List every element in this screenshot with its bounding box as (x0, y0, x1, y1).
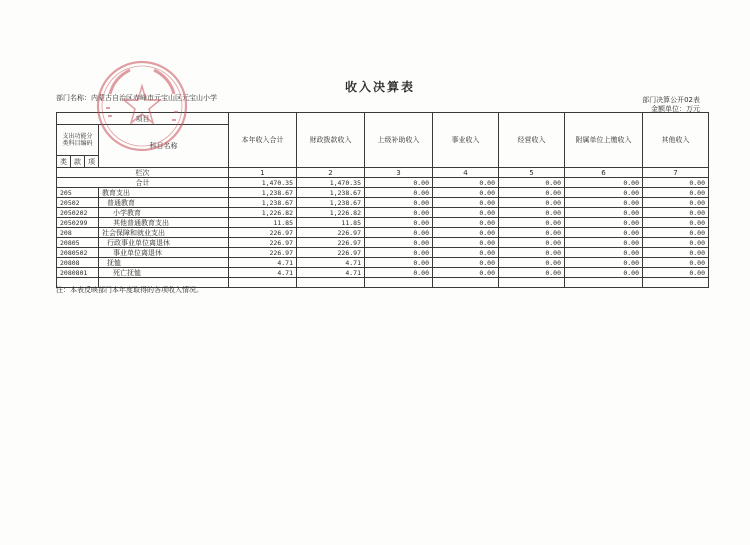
subject-name-cell: 小学教育 (99, 208, 229, 218)
amount-cell: 0.00 (365, 208, 433, 218)
total-cell: 1,470.35 (297, 178, 365, 188)
col-number: 6 (565, 168, 643, 178)
subject-name-cell: 普通教育 (99, 198, 229, 208)
amount-cell: 0.00 (433, 198, 499, 208)
amount-cell: 0.00 (433, 228, 499, 238)
col-number: 5 (499, 168, 565, 178)
amount-cell: 226.97 (297, 238, 365, 248)
amount-cell: 0.00 (499, 218, 565, 228)
amount-unit: 金额单位：万元 (651, 105, 700, 113)
amount-cell: 1,226.82 (297, 208, 365, 218)
amount-cell: 0.00 (365, 258, 433, 268)
function-code-cell: 208 (57, 228, 99, 238)
amount-cell: 4.71 (229, 258, 297, 268)
amount-cell: 0.00 (565, 218, 643, 228)
table-row (57, 218, 709, 228)
amount-cell: 0.00 (643, 268, 709, 278)
amount-cell: 0.00 (643, 228, 709, 238)
amount-cell: 0.00 (365, 268, 433, 278)
subject-name-cell: 其他普通教育支出 (99, 218, 229, 228)
amount-cell: 0.00 (565, 268, 643, 278)
amount-cell: 0.00 (433, 188, 499, 198)
function-code-cell: 2050202 (57, 208, 99, 218)
table-body (57, 188, 709, 278)
amount-cell: 0.00 (499, 198, 565, 208)
amount-cell: 226.97 (229, 238, 297, 248)
col-header-6: 附属单位上缴收入 (565, 113, 643, 168)
col-header-4: 事业收入 (433, 113, 499, 168)
total-cell: 0.00 (433, 178, 499, 188)
amount-cell: 0.00 (499, 188, 565, 198)
amount-cell: 0.00 (365, 228, 433, 238)
total-row (57, 178, 709, 188)
kuan-header: 款 (71, 156, 85, 168)
function-code-cell: 2080502 (57, 248, 99, 258)
amount-cell: 0.00 (643, 218, 709, 228)
function-code-cell: 2080801 (57, 268, 99, 278)
amount-cell: 0.00 (565, 228, 643, 238)
xiang-header: 项 (85, 156, 99, 168)
total-cell: 0.00 (365, 178, 433, 188)
table-row (57, 258, 709, 268)
amount-cell: 0.00 (499, 208, 565, 218)
amount-cell: 0.00 (643, 198, 709, 208)
amount-cell: 0.00 (565, 188, 643, 198)
subject-name-cell: 教育支出 (99, 188, 229, 198)
function-code-cell: 20502 (57, 198, 99, 208)
footnote: 注：本表反映部门本年度取得的各项收入情况。 (56, 286, 203, 294)
subject-name-cell: 死亡抚恤 (99, 268, 229, 278)
amount-cell: 0.00 (365, 248, 433, 258)
table-row (57, 208, 709, 218)
amount-cell: 1,226.82 (229, 208, 297, 218)
amount-cell: 226.97 (297, 228, 365, 238)
total-cell: 0.00 (565, 178, 643, 188)
table-row (57, 268, 709, 278)
lei-header: 类 (57, 156, 71, 168)
amount-cell: 0.00 (565, 198, 643, 208)
subject-name-cell: 抚恤 (99, 258, 229, 268)
amount-cell: 0.00 (499, 268, 565, 278)
function-code-cell: 205 (57, 188, 99, 198)
function-code-cell: 20805 (57, 238, 99, 248)
function-code-cell: 2050299 (57, 218, 99, 228)
amount-cell: 0.00 (365, 218, 433, 228)
col-number: 4 (433, 168, 499, 178)
subject-name-header: 科目名称 (99, 125, 229, 168)
amount-cell: 0.00 (433, 208, 499, 218)
amount-cell: 4.71 (297, 268, 365, 278)
amount-cell: 1,238.67 (229, 188, 297, 198)
col-number: 7 (643, 168, 709, 178)
amount-cell: 226.97 (229, 228, 297, 238)
subject-name-cell: 行政事业单位离退休 (99, 238, 229, 248)
amount-cell: 4.71 (229, 268, 297, 278)
amount-cell: 0.00 (499, 258, 565, 268)
amount-cell: 11.85 (297, 218, 365, 228)
amount-cell: 0.00 (433, 258, 499, 268)
official-seal-stamp (92, 56, 192, 156)
function-code-cell: 20808 (57, 258, 99, 268)
amount-cell: 0.00 (365, 188, 433, 198)
amount-cell: 0.00 (365, 238, 433, 248)
total-cell: 0.00 (499, 178, 565, 188)
amount-cell: 0.00 (365, 198, 433, 208)
amount-cell: 226.97 (229, 248, 297, 258)
total-label: 合计 (57, 178, 229, 188)
amount-cell: 0.00 (643, 208, 709, 218)
amount-cell: 0.00 (433, 248, 499, 258)
amount-cell: 0.00 (565, 238, 643, 248)
col-header-7: 其他收入 (643, 113, 709, 168)
total-cell: 1,470.35 (229, 178, 297, 188)
amount-cell: 0.00 (643, 258, 709, 268)
col-number: 2 (297, 168, 365, 178)
amount-cell: 1,238.67 (229, 198, 297, 208)
total-cell: 0.00 (643, 178, 709, 188)
subject-name-cell: 事业单位离退休 (99, 248, 229, 258)
department-name: 部门名称：内蒙古自治区赤峰市元宝山区元宝山小学 (56, 94, 217, 102)
table-row (57, 228, 709, 238)
amount-cell: 0.00 (565, 248, 643, 258)
amount-cell: 0.00 (433, 238, 499, 248)
amount-cell: 0.00 (433, 218, 499, 228)
amount-cell: 1,238.67 (297, 188, 365, 198)
table-row (57, 238, 709, 248)
amount-cell: 0.00 (643, 238, 709, 248)
table-row (57, 248, 709, 258)
amount-cell: 4.71 (297, 258, 365, 268)
form-number: 部门决算公开02表 (642, 96, 700, 104)
amount-cell: 0.00 (499, 228, 565, 238)
col-number: 1 (229, 168, 297, 178)
amount-cell: 226.97 (297, 248, 365, 258)
col-header-5: 经营收入 (499, 113, 565, 168)
amount-cell: 0.00 (499, 238, 565, 248)
col-number: 3 (365, 168, 433, 178)
amount-cell: 0.00 (643, 248, 709, 258)
amount-cell: 0.00 (643, 188, 709, 198)
table-row (57, 188, 709, 198)
amount-cell: 11.85 (229, 218, 297, 228)
function-code-header: 支出功能分类科目编码 (57, 125, 99, 156)
amount-cell: 1,238.67 (297, 198, 365, 208)
col-header-3: 上级补助收入 (365, 113, 433, 168)
table-row (57, 198, 709, 208)
project-header: 项目 (57, 113, 229, 125)
amount-cell: 0.00 (499, 248, 565, 258)
col-header-1: 本年收入合计 (229, 113, 297, 168)
amount-cell: 0.00 (565, 208, 643, 218)
col-label: 栏次 (57, 168, 229, 178)
amount-cell: 0.00 (433, 268, 499, 278)
col-header-2: 财政拨款收入 (297, 113, 365, 168)
amount-cell: 0.00 (565, 258, 643, 268)
document-title: 收入决算表 (344, 80, 415, 94)
subject-name-cell: 社会保障和就业支出 (99, 228, 229, 238)
